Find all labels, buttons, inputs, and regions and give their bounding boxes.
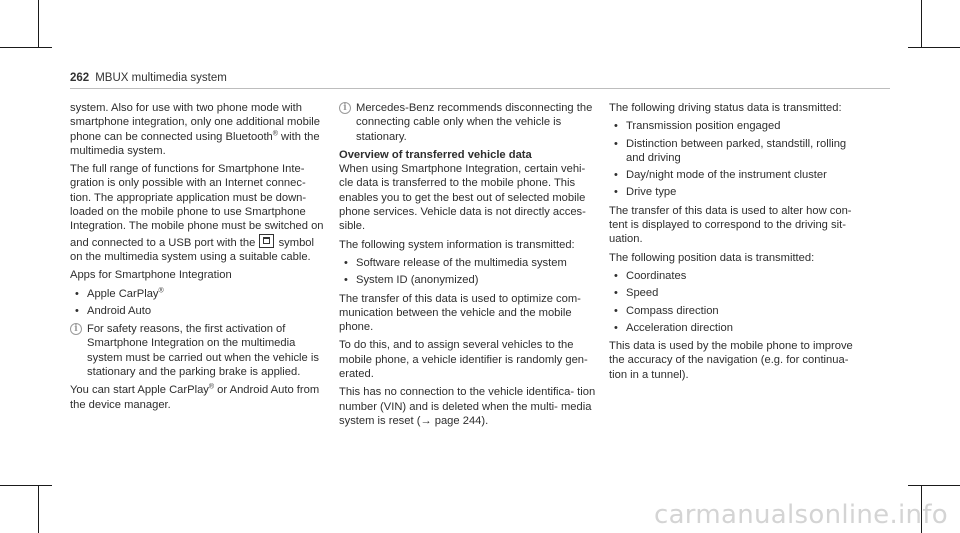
list-item	[70, 287, 328, 301]
text: or Android Auto from the device manager.	[70, 384, 320, 411]
crop-mark	[0, 47, 52, 48]
info-icon	[70, 323, 82, 335]
list-item-label: Coordinates	[626, 269, 687, 282]
bullet-icon: •	[614, 269, 618, 282]
list-item	[609, 304, 867, 318]
column-left	[70, 101, 328, 416]
text: with the multimedia system.	[70, 130, 320, 157]
text: You can start Apple CarPlay	[70, 384, 209, 397]
section-title: MBUX multimedia system	[95, 72, 227, 84]
bullet-icon: •	[344, 274, 348, 287]
list-item	[609, 137, 867, 166]
registered-mark: ®	[208, 383, 215, 391]
page-number: 262	[70, 72, 90, 84]
paragraph: The following position data is transmitted:	[609, 251, 815, 264]
info-note	[339, 101, 597, 144]
paragraph: The following driving status data is transmitted:	[609, 102, 842, 114]
list-item-label: System ID (anonymized)	[356, 274, 479, 287]
list-item	[609, 321, 867, 335]
paragraph: This has no connection to the vehicle identifica- tion number (VIN) and is deleted when the multi- media system is reset (→ page 244).	[339, 386, 596, 427]
list-item	[609, 119, 867, 133]
registered-mark: ®	[158, 286, 164, 294]
list-item	[609, 269, 867, 283]
list-item-label: Software release of the multimedia system	[356, 256, 567, 269]
list-item	[339, 256, 597, 270]
list-item-label: Speed	[626, 287, 659, 300]
paragraph: The following system information is transmitted:	[339, 238, 575, 251]
paragraph: The transfer of this data is used to optimize com- munication between the vehicle and the mobile phone.	[339, 292, 581, 334]
list-item-label: Compass direction	[626, 304, 719, 317]
system-info-list	[339, 256, 597, 288]
text: The full range of functions for Smartphone Inte- gration is only possible with an Internet connec- tion. The appropriate application must be down- loaded on the mobile phone to use Smartphone Integration. The mobile phone must be switched on and connected to a USB port with the	[70, 163, 324, 249]
registered-mark: ®	[272, 129, 278, 137]
list-item-label: Distinction between parked, standstill, rolling and driving	[626, 137, 847, 164]
paragraph: This data is used by the mobile phone to improve the accuracy of the navigation (e.g. for continua- tion in a tunnel).	[609, 340, 853, 381]
smartphone-integration-icon	[259, 234, 274, 248]
bullet-icon: •	[75, 304, 79, 317]
list-item	[609, 286, 867, 300]
driving-status-list	[609, 119, 867, 199]
note-text: For safety reasons, the first activation of Smartphone Integration on the multimedia system must be carried out when the vehicle is stationary and the parking brake is applied.	[87, 323, 319, 379]
paragraph: The transfer of this data is used to alter how con- tent is displayed to correspond to the driving sit- uation.	[609, 204, 852, 246]
list-item-label: Drive type	[626, 186, 677, 199]
list-item	[339, 273, 597, 287]
paragraph: When using Smartphone Integration, certain vehi- cle data is transferred to the mobile phone. This enables you to get the best out of selected mobile phone services. Vehicle data is not directly acces- sible.	[339, 163, 586, 233]
list-item-label: Day/night mode of the instrument cluster	[626, 169, 827, 182]
info-icon	[339, 102, 351, 114]
bullet-icon: •	[614, 120, 618, 133]
list-item	[609, 185, 867, 199]
paragraph	[70, 383, 328, 412]
text: symbol on the multimedia system using a suitable cable.	[70, 236, 314, 263]
crop-mark	[0, 485, 52, 486]
bullet-icon: •	[614, 287, 618, 300]
paragraph	[70, 101, 328, 158]
bullet-icon: •	[614, 137, 618, 150]
bullet-icon: •	[344, 256, 348, 269]
bullet-icon: •	[614, 304, 618, 317]
column-middle	[339, 101, 597, 432]
text: system. Also for use with two phone mode with smartphone integration, only one additional mobile phone can be connected using Bluetooth	[70, 102, 321, 143]
list-item-label: Acceleration direction	[626, 321, 733, 334]
bullet-icon: •	[75, 287, 79, 300]
list-item-label: Android Auto	[87, 304, 152, 317]
list-item	[70, 304, 328, 318]
column-right	[609, 101, 867, 386]
list-item-label: Apple CarPlay	[87, 287, 159, 300]
list-item	[609, 168, 867, 182]
header-divider	[70, 88, 890, 89]
bullet-icon: •	[614, 186, 618, 199]
paragraph: To do this, and to assign several vehicles to the mobile phone, a vehicle identifier is randomly gen- erated.	[339, 339, 588, 381]
apps-list	[70, 287, 328, 319]
section-heading: Overview of transferred vehicle data	[339, 148, 532, 161]
note-text: Mercedes-Benz recommends disconnecting the connecting cable only when the vehicle is stationary.	[356, 102, 593, 143]
page-header	[70, 72, 227, 84]
paragraph: Apps for Smartphone Integration	[70, 269, 232, 282]
list-item-label: Transmission position engaged	[626, 120, 781, 133]
watermark: carmanualsonline.info	[653, 500, 948, 530]
crop-mark	[38, 485, 39, 533]
bullet-icon: •	[614, 169, 618, 182]
position-data-list	[609, 269, 867, 335]
crop-mark	[908, 47, 960, 48]
info-note	[70, 322, 328, 379]
crop-mark	[908, 485, 960, 486]
paragraph	[70, 162, 328, 264]
crop-mark	[38, 0, 39, 48]
crop-mark	[921, 0, 922, 48]
bullet-icon: •	[614, 321, 618, 334]
